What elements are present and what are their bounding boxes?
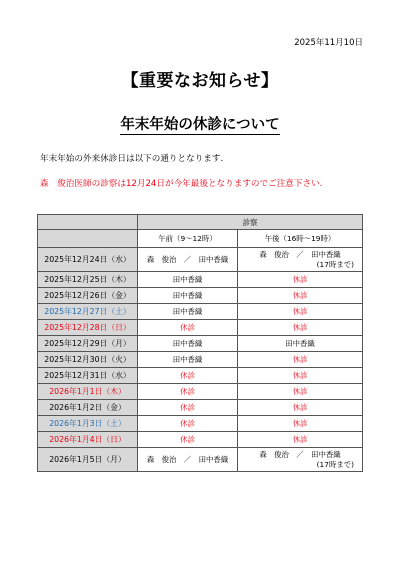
row-am: 田中香織 [138,304,238,320]
page-title: 【重要なお知らせ】 [121,71,279,91]
notice-date: 2025年11月10日 [294,38,363,48]
table-row [38,304,363,320]
row-pm-line1: 休診 [292,387,308,396]
row-pm-line1: 森 俊治 ／ 田中香織 [259,449,341,459]
table-row [38,368,363,384]
group-header: 診察 [138,215,363,230]
row-pm [238,384,363,400]
row-pm-line1: 休診 [292,355,308,364]
table-row [38,416,363,432]
row-am: 田中香織 [138,336,238,352]
row-date: 2026年1月5日（月） [38,448,138,472]
row-am: 田中香織 [138,352,238,368]
row-pm [238,272,363,288]
row-pm-line1: 休診 [292,403,308,412]
row-am: 休診 [138,400,238,416]
row-pm [238,320,363,336]
row-am: 休診 [138,432,238,448]
row-pm-line1: 休診 [292,275,308,284]
row-pm-line2: (17時まで) [316,259,355,269]
table-row [38,248,363,272]
row-pm [238,336,363,352]
row-pm-line1: 休診 [292,307,308,316]
table-row [38,320,363,336]
row-am: 田中香織 [138,288,238,304]
row-am: 休診 [138,384,238,400]
row-pm [238,368,363,384]
table-corner [38,215,138,230]
row-pm [238,448,363,472]
col-header-pm: 午後（16時～19時） [238,230,363,248]
page-subtitle-text: 年末年始の休診について [120,117,280,133]
table-row [38,400,363,416]
row-date: 2026年1月4日（日） [38,432,138,448]
table-corner-sub [38,230,138,248]
row-pm [238,248,363,272]
row-pm-line1: 休診 [292,323,308,332]
row-pm [238,304,363,320]
row-pm-line1: 田中香織 [285,339,315,348]
row-date: 2026年1月1日（木） [38,384,138,400]
table-row [38,352,363,368]
row-date: 2025年12月29日（月） [38,336,138,352]
row-date: 2026年1月3日（土） [38,416,138,432]
row-pm [238,432,363,448]
row-pm-line1: 休診 [292,371,308,380]
table-row [38,336,363,352]
row-am: 休診 [138,416,238,432]
row-pm-line2: (17時まで) [316,459,355,469]
row-pm [238,416,363,432]
holiday-schedule-table [37,214,363,472]
table-row [38,432,363,448]
row-date: 2025年12月27日（土） [38,304,138,320]
row-date: 2025年12月25日（木） [38,272,138,288]
row-am: 休診 [138,320,238,336]
table-row [38,288,363,304]
doctor-notice: 森 俊治医師の診察は12月24日が今年最後となりますのでご注意下さい. [40,179,323,189]
row-am: 森 俊治 ／ 田中香織 [138,448,238,472]
row-pm-line1: 休診 [292,435,308,444]
intro-text: 年末年始の外来休診日は以下の通りとなります. [40,154,224,164]
row-date: 2025年12月30日（火） [38,352,138,368]
row-date: 2025年12月28日（日） [38,320,138,336]
table-row [38,384,363,400]
col-header-am: 午前（9～12時） [138,230,238,248]
table-row [38,448,363,472]
page-subtitle [0,113,400,134]
row-am: 休診 [138,368,238,384]
table-row [38,272,363,288]
row-date: 2025年12月24日（水） [38,248,138,272]
row-pm [238,352,363,368]
row-pm-line1: 森 俊治 ／ 田中香織 [259,249,341,259]
row-pm-line1: 休診 [292,419,308,428]
row-pm-line1: 休診 [292,291,308,300]
row-am: 森 俊治 ／ 田中香織 [138,248,238,272]
schedule-body [38,248,363,472]
row-date: 2025年12月26日（金） [38,288,138,304]
row-date: 2025年12月31日（水） [38,368,138,384]
row-pm [238,400,363,416]
row-date: 2026年1月2日（金） [38,400,138,416]
row-am: 田中香織 [138,272,238,288]
row-pm [238,288,363,304]
